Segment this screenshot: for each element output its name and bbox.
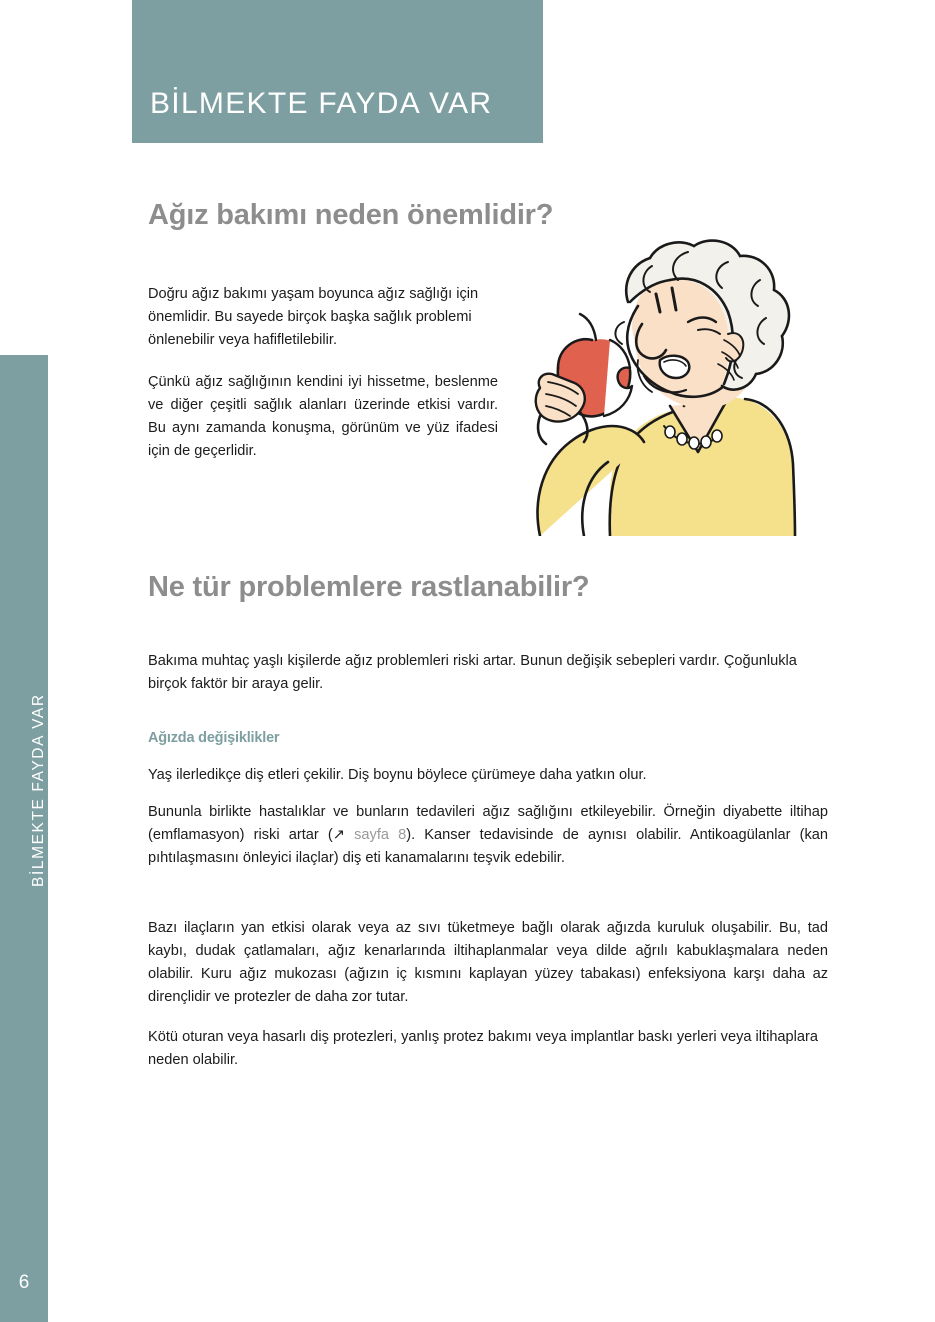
chapter-banner xyxy=(132,0,543,143)
paragraph-6: Bazı ilaçların yan etkisi olarak veya az sıvı tüketmeye bağlı olarak ağızda kuruluk oluşabilir. Bu, tad kaybı, dudak çatlamaları, ağız kenarlarında iltihaplanmalar veya dilde ağrılı kabuklaşmalara neden olabilir. Kuru ağız mukozası (ağızın iç kısmını kaplayan yüzey tabakası) enfeksiyona karşı daha az dirençlidir ve protezler de daha zor tutar. xyxy=(148,920,828,1005)
paragraph-5-text-after: ). Kanser tedavisinde de aynısı olabilir. Antikoagülanlar (kan pıhtılaşmasını önleyici ilaçlar) diş eti kanamalarını teşvik edebilir. xyxy=(148,826,828,866)
page-title: Ağız bakımı neden önemlidir? xyxy=(148,199,554,231)
side-tab-label: BİLMEKTE FAYDA VAR xyxy=(30,693,47,887)
paragraph-5-text-before: Bununla birlikte hastalıklar ve bunların tedavileri ağız sağlığını etkileyebilir. Örneğin diyabette iltihap (emflamasyon) riski artar ( xyxy=(148,804,828,843)
elderly-woman-eating-apple-illustration xyxy=(492,236,802,536)
paragraph-2: Çünkü ağız sağlığının kendini iyi hissetme, beslenme ve diğer çeşitli sağlık alanları üzerinde etkisi vardır. Bu aynı zamanda konuşma, görünüm ve yüz ifadesi için de geçerlidir. xyxy=(148,374,498,459)
paragraph-5 xyxy=(148,801,828,870)
paragraph-1: Doğru ağız bakımı yaşam boyunca ağız sağlığı için önemlidir. Bu sayede birçok başka sağlık problemi önlenebilir veya hafifletilebilir. xyxy=(148,286,479,348)
chapter-banner-title: BİLMEKTE FAYDA VAR xyxy=(150,87,493,120)
section-heading-problems: Ne tür problemlere rastlanabilir? xyxy=(148,571,590,603)
page-number: 6 xyxy=(18,1272,30,1293)
cross-reference-link[interactable]: sayfa 8 xyxy=(354,826,407,843)
paragraph-7: Kötü oturan veya hasarlı diş protezleri, yanlış protez bakımı veya implantlar baskı yerleri veya iltihaplara neden olabilir. xyxy=(148,1029,819,1068)
paragraph-4: Yaş ilerledikçe diş etleri çekilir. Diş boynu böylece çürümeye daha yatkın olur. xyxy=(148,767,647,783)
paragraph-3: Bakıma muhtaç yaşlı kişilerde ağız problemleri riski artar. Bunun değişik sebepleri vardır. Çoğunlukla birçok faktör bir araya gelir. xyxy=(148,653,797,692)
cross-reference-arrow-icon: ↗ xyxy=(332,826,345,843)
illustration-svg xyxy=(492,236,802,536)
side-tab xyxy=(0,355,48,1322)
sub-heading-oral-changes: Ağızda değişiklikler xyxy=(148,730,280,746)
